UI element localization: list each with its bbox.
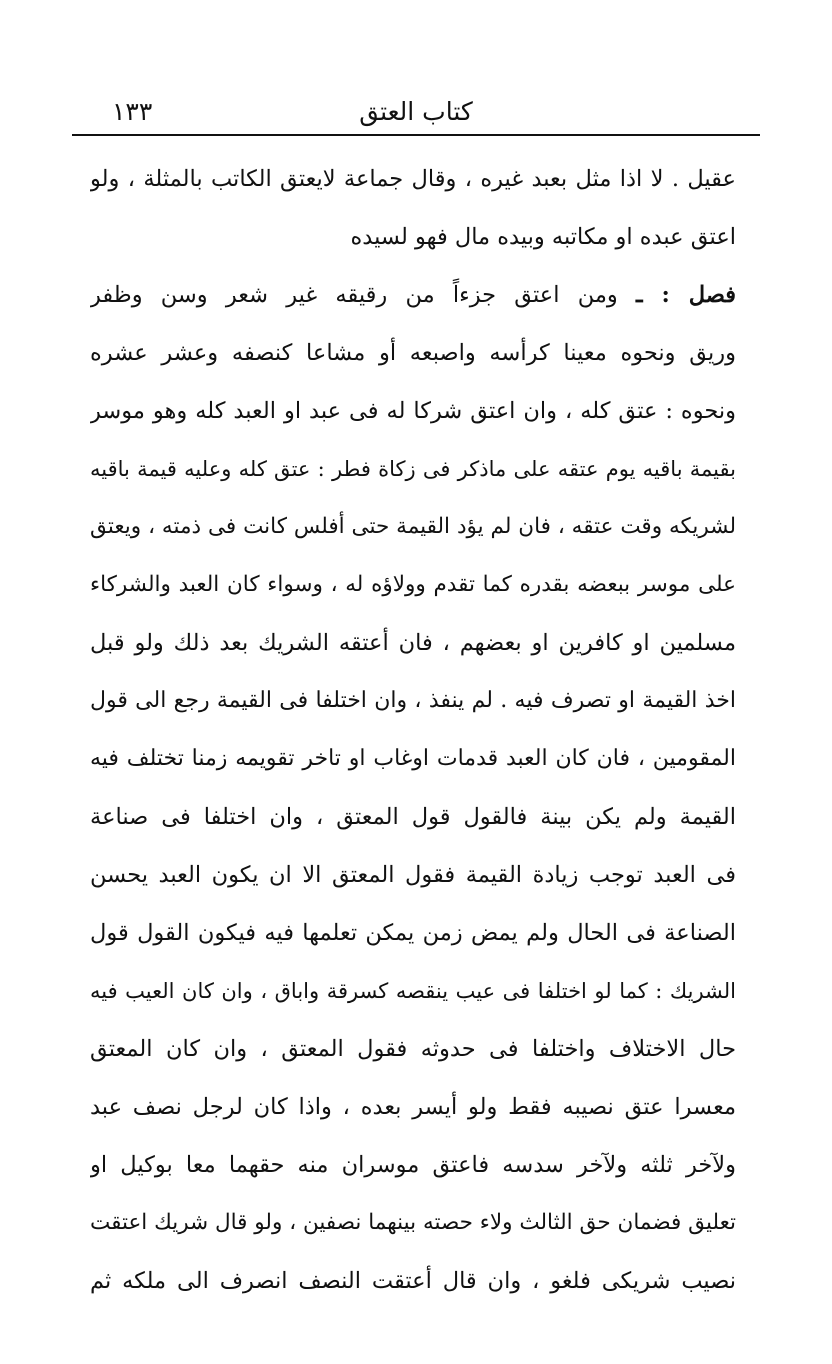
text-line-18: ولآخر ثلثه ولآخر سدسه فاعتق موسران منه حقهما معا بوكيل او [90,1152,736,1178]
text-line-16: حال الاختلاف واختلفا فى حدوثه فقول المعتق ، وان كان المعتق [90,1036,736,1062]
text-line-6: بقيمة باقيه يوم عتقه على ماذكر فى زكاة فطر : عتق كله وعليه قيمة باقيه [90,457,736,481]
text-line-2: اعتق عبده او مكاتبه وبيده مال فهو لسيده [350,224,736,250]
text-line-8: على موسر ببعضه بقدره كما تقدم وولاؤه له ، وسواء كان العبد والشركاء [90,572,736,597]
text-line-14: الصناعة فى الحال ولم يمض زمن يمكن تعلمها فيه فيكون القول قول [90,920,736,946]
text-line-13: فى العبد توجب زيادة القيمة فقول المعتق الا ان يكون العبد يحسن [90,862,736,888]
text-line-12: القيمة ولم يكن بينة فالقول قول المعتق ، وان اختلفا فى صناعة [90,804,736,830]
text-line-7: لشريكه وقت عتقه ، فان لم يؤد القيمة حتى أفلس كانت فى ذمته ، ويعتق [90,514,736,539]
page-number: ١٣٣ [112,97,153,126]
text-line-11: المقومين ، فان كان العبد قدمات اوغاب او تاخر تقويمه زمنا تختلف فيه [90,746,736,771]
running-title: كتاب العتق [359,97,473,126]
body-text [90,150,736,1310]
text-line-20: نصيب شريكى فلغو ، وان قال أعتقت النصف انصرف الى ملكه ثم [90,1268,736,1294]
text-line-3: فصل : ـ ومن اعتق جزءاً من رقيقه غير شعر وسن وظفر [90,282,736,308]
text-line-1: عقيل . لا اذا مثل بعبد غيره ، وقال جماعة لايعتق الكاتب بالمثلة ، ولو [90,166,736,192]
page-header [72,92,760,132]
text-line-17: معسرا عتق نصيبه فقط ولو أيسر بعده ، واذا كان لرجل نصف عبد [90,1094,736,1120]
text-line-15: الشريك : كما لو اختلفا فى عيب ينقصه كسرقة واباق ، وان كان العيب فيه [90,979,736,1003]
text-line-10: اخذ القيمة او تصرف فيه . لم ينفذ ، وان اختلفا فى القيمة رجع الى قول [90,688,736,713]
text-line-5: ونحوه : عتق كله ، وان اعتق شركا له فى عبد او العبد كله وهو موسر [90,398,736,424]
text-line-4: وريق ونحوه معينا كرأسه واصبعه أو مشاعا كنصفه وعشر عشره [90,340,736,366]
text-line-19: تعليق فضمان حق الثالث ولاء حصته بينهما نصفين ، ولو قال شريك اعتقت [90,1210,736,1235]
text-line-9: مسلمين او كافرين او بعضهم ، فان أعتقه الشريك بعد ذلك ولو قبل [90,630,736,656]
section-heading: فصل : ـ [635,282,736,308]
header-rule [72,134,760,136]
